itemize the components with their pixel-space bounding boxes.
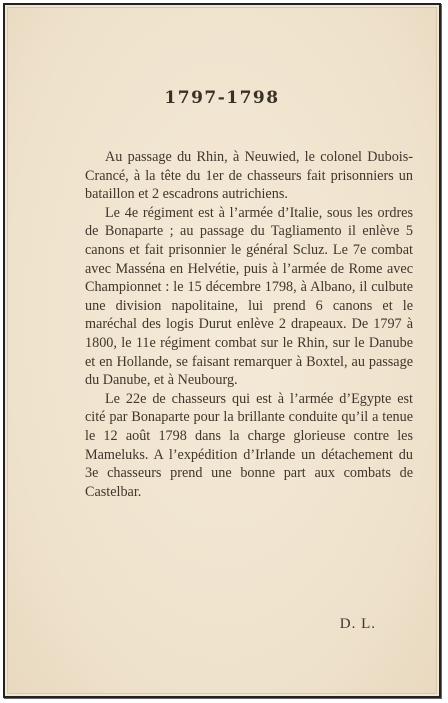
- paragraph-2: Le 4e régiment est à l’armée d’Italie, sous les ordres de Bonaparte ; au passage du Tagliamento il enlève 5 canons et fait prisonnier le général Scluz. Le 7e combat avec Masséna en Helvétie, puis à l’armée de Rome avec Championnet : le 15 décembre 1798, à Albano, il culbute une division napolitaine, lui prend 6 canons et le maréchal des logis Durut enlève 2 drapeaux. De 1797 à 1800, le 11e régiment combat sur le Rhin, sur le Danube et en Hollande, se faisant remarquer à Boxtel, au passage du Danube, et à Neubourg.: [85, 204, 413, 389]
- paragraph-1: Au passage du Rhin, à Neuwied, le colonel Dubois-Crancé, à la tête du 1er de chasseurs fait prisonniers un bataillon et 2 escadrons autrichiens.: [85, 149, 413, 203]
- body-text: [85, 148, 413, 501]
- paragraph-3: Le 22e de chasseurs qui est à l’armée d’Egypte est cité par Bonaparte pour la brillante conduite qu’il a tenue le 12 août 1798 dans la charge glorieuse contre les Mameluks. A l’expédition d’Irlande un détachement du 3e chasseurs prend une bonne part aux combats de Castelbar.: [85, 390, 413, 500]
- page-title: 1797-1798: [164, 88, 280, 108]
- document-page: [7, 7, 437, 694]
- signature-initials: D. L.: [339, 616, 376, 632]
- page-frame: [3, 3, 441, 698]
